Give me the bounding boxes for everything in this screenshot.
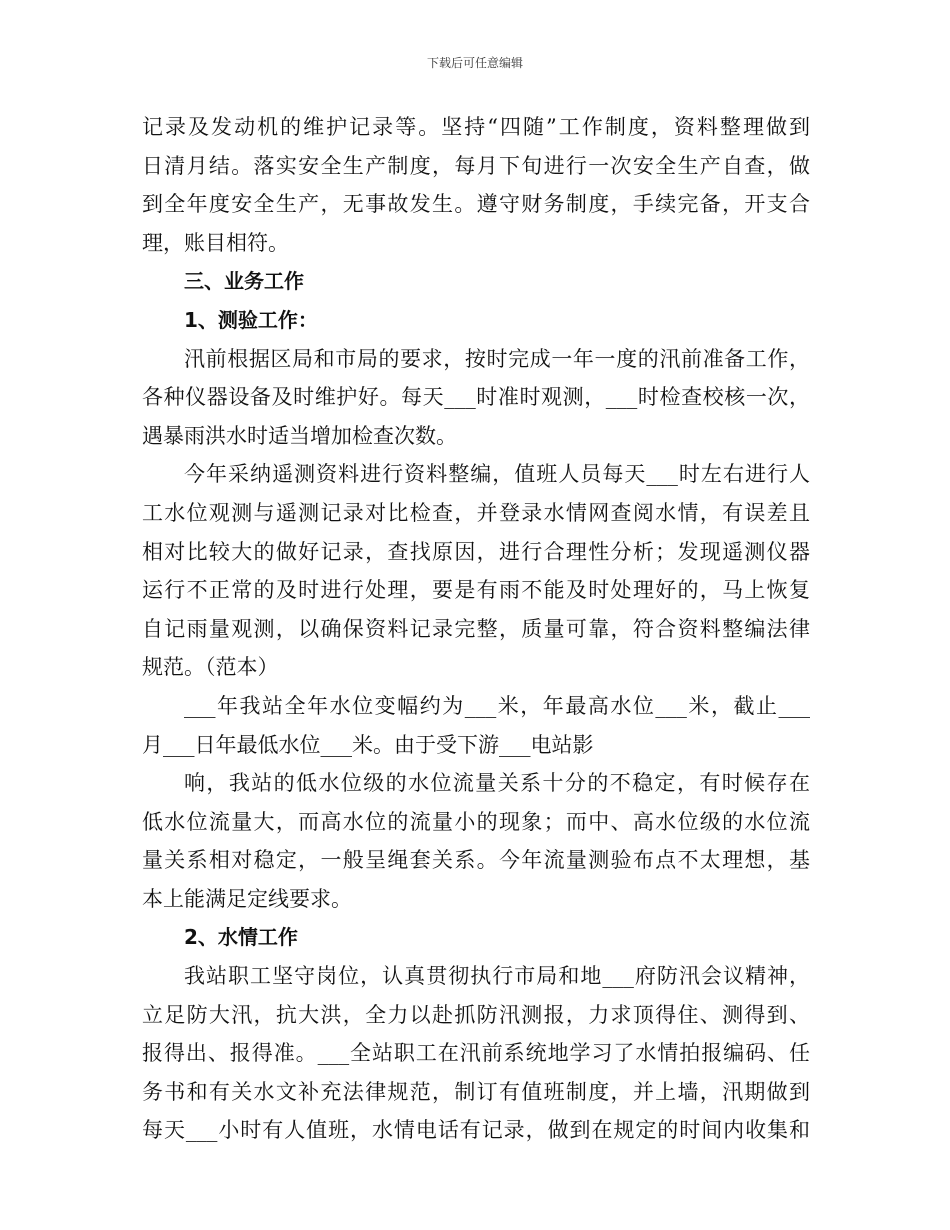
paragraph-line: 量关系相对稳定，一般呈绳套关系。今年流量测验布点不太理想，基 [142,848,810,873]
paragraph-line: 月___日年最低水位___米。由于受下游___电站影 [142,732,594,757]
section-heading: 三、业务工作 [184,269,304,294]
section-heading: 1、测验工作： [184,307,318,332]
paragraph-line: 理，账目相符。 [142,230,289,255]
paragraph-line: 本上能满足定线要求。 [142,886,352,911]
page-header: 下载后可任意编辑 [426,56,523,70]
paragraph-line: 响，我站的低水位级的水位流量关系十分的不稳定，有时候存在 [184,771,810,796]
paragraph-line: 相对比较大的做好记录，查找原因，进行合理性分析；发现遥测仪器 [142,539,810,564]
paragraph-line: 今年采纳遥测资料进行资料整编，值班人员每天___时左右进行人 [184,462,810,487]
paragraph-line: 运行不正常的及时进行处理，要是有雨不能及时处理好的，马上恢复 [142,578,810,603]
paragraph-line: 我站职工坚守岗位，认真贯彻执行市局和地___府防汛会议精神， [184,964,810,989]
paragraph-line: 记录及发动机的维护记录等。坚持“四随”工作制度，资料整理做到 [142,115,810,139]
paragraph-line: 报得出、报得准。___全站职工在汛前系统地学习了水情拍报编码、任 [142,1041,810,1066]
paragraph-line: 低水位流量大，而高水位的流量小的现象；而中、高水位级的水位流 [142,809,810,834]
paragraph-line: ___年我站全年水位变幅约为___米，年最高水位___米，截止___ [184,693,810,718]
paragraph-line: 工水位观测与遥测记录对比检查，并登录水情网查阅水情，有误差且 [142,500,810,525]
paragraph-line: 汛前根据区局和市局的要求，按时完成一年一度的汛前准备工作， [184,346,810,371]
paragraph-line: 到全年度安全生产，无事故发生。遵守财务制度，手续完备，开支合 [142,192,810,217]
paragraph-line: 自记雨量观测，以确保资料记录完整，质量可靠，符合资料整编法律 [142,616,810,641]
section-heading: 2、水情工作 [184,925,298,950]
paragraph-line: 立足防大汛，抗大洪，全力以赴抓防汛测报，力求顶得住、测得到、 [142,1002,810,1027]
paragraph-line: 日清月结。落实安全生产制度，每月下旬进行一次安全生产自查，做 [142,153,810,178]
paragraph-line: 每天___小时有人值班，水情电话有记录，做到在规定的时间内收集和 [142,1118,810,1143]
document-body [142,108,810,1150]
paragraph-line: 务书和有关水文补充法律规范，制订有值班制度，并上墙，汛期做到 [142,1079,810,1104]
paragraph-line: 各种仪器设备及时维护好。每天___时准时观测，___时检查校核一次， [142,385,810,410]
paragraph-line: 规范。（范本） [142,655,279,680]
paragraph-line: 遇暴雨洪水时适当增加检查次数。 [142,423,457,448]
